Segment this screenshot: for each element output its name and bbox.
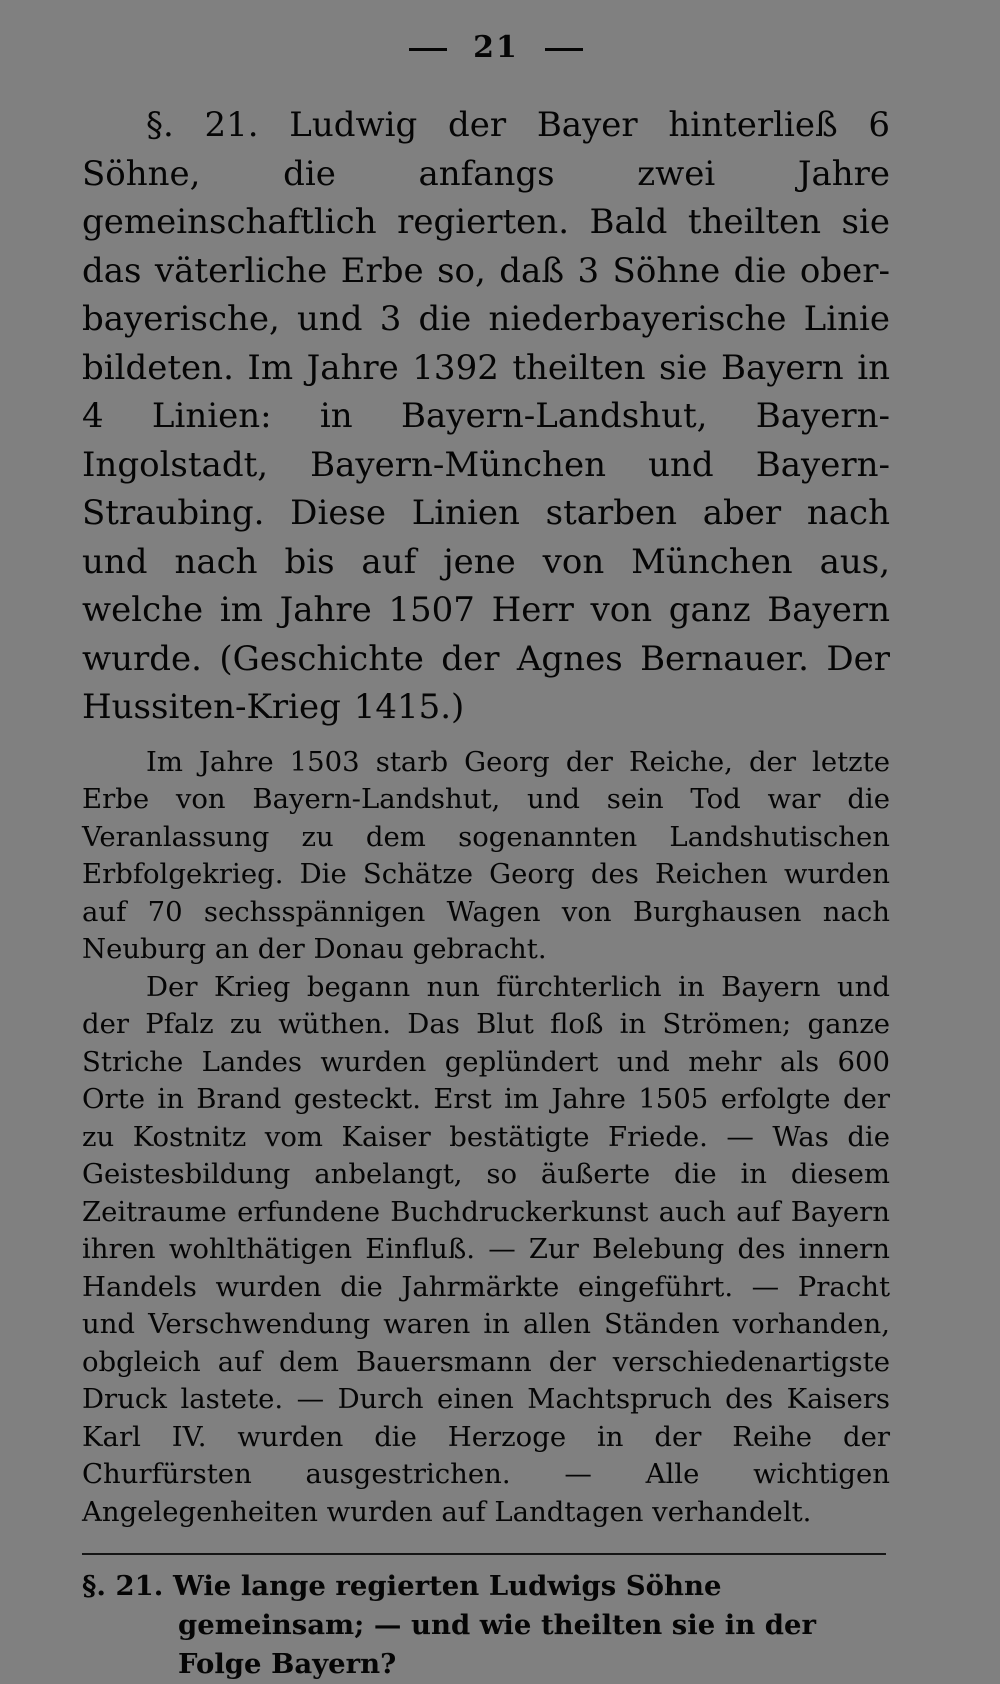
paragraph-landshut-war: Im Jahre 1503 starb Georg der Reiche, der letzte Erbe von Bayern-Landshut, und sein Tod war die Veranlassung zu dem sogenannten Landshutischen Erbfolgekrieg. Die Schätze Georg des Reichen wurden auf 70 sechsspännigen Wagen von Burghausen nach Neuburg an der Donau gebracht. bbox=[82, 745, 890, 965]
page-header bbox=[82, 30, 890, 65]
paragraph-section-21: §. 21. Ludwig der Bayer hinterließ 6 Söhne, die anfangs zwei Jahre gemeinschaftlich regierten. Bald theilten sie das väterliche Erbe so, daß 3 Söhne die ober-bayerische, und 3 die niederbayerische Linie bildeten. Im Jahre 1392 theilten sie Bayern in 4 Linien: in Bayern-Landshut, Bayern-Ingolstadt, Bayern-München und Bayern-Straubing. Diese Linien starben aber nach und nach bis auf jene von München aus, welche im Jahre 1507 Herr von ganz Bayern wurde. (Geschichte der Agnes Bernauer. Der Hussiten-Krieg 1415.) bbox=[82, 105, 890, 727]
header-dash-right bbox=[545, 48, 583, 51]
review-question: §. 21. Wie lange regierten Ludwigs Söhne gemeinsam; — und wie theilten sie in der Folge Bayern? bbox=[82, 1570, 817, 1680]
page-number: 21 bbox=[473, 30, 519, 65]
footnote-divider bbox=[82, 1553, 886, 1555]
header-dash-left bbox=[409, 48, 447, 51]
paragraph-war-consequences: Der Krieg begann nun fürchterlich in Bayern und der Pfalz zu wüthen. Das Blut floß in Strömen; ganze Striche Landes wurden geplündert und mehr als 600 Orte in Brand gesteckt. Erst im Jahre 1505 erfolgte der zu Kostnitz vom Kaiser bestätigte Friede. — Was die Geistesbildung anbelangt, so äußerte die in diesem Zeitraume erfundene Buchdruckerkunst auch auf Bayern ihren wohlthätigen Einfluß. — Zur Belebung des innern Handels wurden die Jahrmärkte eingeführt. — Pracht und Verschwendung waren in allen Ständen vorhanden, obgleich auf dem Bauersmann der verschiedenartigste Druck lastete. — Durch einen Machtspruch des Kaisers Karl IV. wurden die Herzoge in der Reihe der Churfürsten ausgestrichen. — Alle wichtigen Angelegenheiten wurden auf Landtagen verhandelt. bbox=[82, 970, 890, 1528]
